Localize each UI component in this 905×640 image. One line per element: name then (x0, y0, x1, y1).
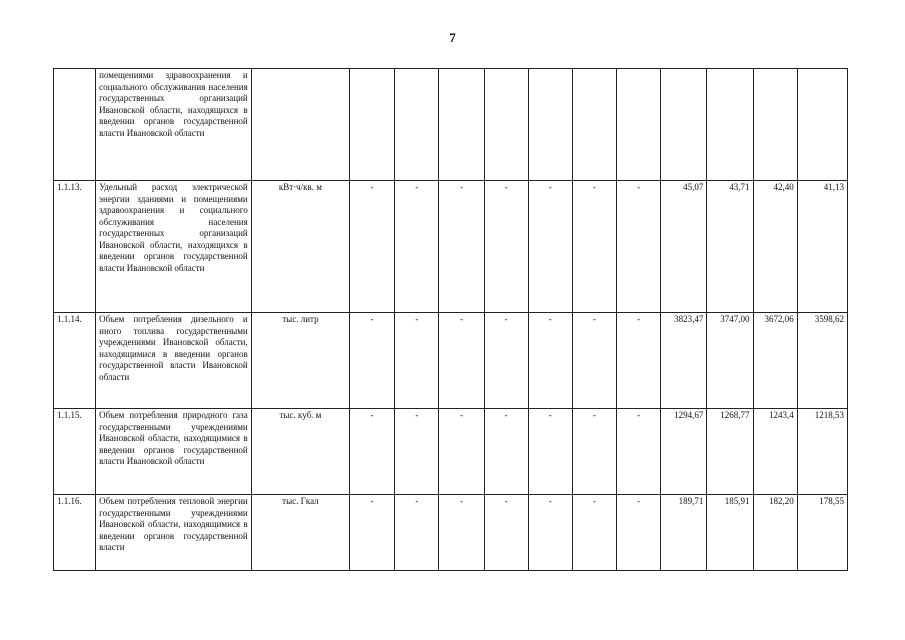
table-row (54, 313, 848, 409)
period-value-cell: - (395, 181, 439, 313)
target-value-cell (753, 69, 797, 181)
indicators-table (53, 68, 848, 571)
period-value-cell: - (350, 181, 395, 313)
period-value-cell (350, 69, 395, 181)
unit-cell: тыс. куб. м (251, 409, 349, 495)
indicator-name-cell: помещениями здравоохранения и социального обслуживания населения государственных организаций Ивановской области, находящихся в введении органов государственной власти Ивановской области (96, 69, 252, 181)
period-value-cell (617, 69, 661, 181)
period-value-cell (528, 69, 572, 181)
target-value-cell: 43,71 (707, 181, 753, 313)
period-value-cell (439, 69, 484, 181)
period-value-cell: - (439, 409, 484, 495)
period-value-cell: - (439, 313, 484, 409)
target-value-cell (661, 69, 707, 181)
period-value-cell: - (617, 313, 661, 409)
table-row (54, 181, 848, 313)
target-value-cell: 178,55 (797, 495, 847, 571)
indicator-name-cell: Объем потребления тепловой энергии государственными учреждениями Ивановской области, находящимися в введении органов государственной власти (96, 495, 252, 571)
period-value-cell (484, 69, 528, 181)
period-value-cell: - (350, 409, 395, 495)
indicator-name-cell: Удельный расход электрической энергии зданиями и помещениями здравоохранения и социального обслуживания населения государственных организаций Ивановской области, находящихся в введении органов государственной власти Ивановской области (96, 181, 252, 313)
period-value-cell: - (484, 181, 528, 313)
target-value-cell: 1218,53 (797, 409, 847, 495)
period-value-cell: - (528, 409, 572, 495)
table-row (54, 69, 848, 181)
target-value-cell: 1294,67 (661, 409, 707, 495)
page-number: 7 (449, 30, 456, 45)
period-value-cell: - (617, 495, 661, 571)
row-number-cell: 1.1.15. (54, 409, 96, 495)
period-value-cell: - (528, 313, 572, 409)
unit-cell: тыс. литр (251, 313, 349, 409)
period-value-cell (395, 69, 439, 181)
unit-cell: тыс. Гкал (251, 495, 349, 571)
target-value-cell: 182,20 (753, 495, 797, 571)
period-value-cell: - (572, 495, 616, 571)
period-value-cell: - (350, 495, 395, 571)
target-value-cell: 3598,62 (797, 313, 847, 409)
period-value-cell: - (572, 181, 616, 313)
period-value-cell: - (572, 409, 616, 495)
unit-cell: кВт·ч/кв. м (251, 181, 349, 313)
period-value-cell: - (528, 181, 572, 313)
target-value-cell (707, 69, 753, 181)
indicator-name-cell: Объем потребления дизельного и иного топлива государственными учреждениями Ивановской области, находящимися в введении органов государственной власти Ивановской области (96, 313, 252, 409)
period-value-cell: - (484, 313, 528, 409)
target-value-cell: 41,13 (797, 181, 847, 313)
period-value-cell: - (395, 313, 439, 409)
period-value-cell: - (528, 495, 572, 571)
period-value-cell: - (484, 495, 528, 571)
row-number-cell: 1.1.13. (54, 181, 96, 313)
target-value-cell: 185,91 (707, 495, 753, 571)
period-value-cell: - (395, 409, 439, 495)
table-row (54, 495, 848, 571)
period-value-cell: - (617, 181, 661, 313)
table-body (54, 69, 848, 571)
target-value-cell: 1243,4 (753, 409, 797, 495)
target-value-cell: 3747,00 (707, 313, 753, 409)
period-value-cell: - (484, 409, 528, 495)
target-value-cell: 1268,77 (707, 409, 753, 495)
target-value-cell: 3823,47 (661, 313, 707, 409)
target-value-cell: 45,07 (661, 181, 707, 313)
period-value-cell: - (439, 181, 484, 313)
unit-cell (251, 69, 349, 181)
period-value-cell: - (439, 495, 484, 571)
target-value-cell: 189,71 (661, 495, 707, 571)
target-value-cell (797, 69, 847, 181)
period-value-cell (572, 69, 616, 181)
period-value-cell: - (572, 313, 616, 409)
period-value-cell: - (617, 409, 661, 495)
period-value-cell: - (350, 313, 395, 409)
period-value-cell: - (395, 495, 439, 571)
indicator-name-cell: Объем потребления природного газа государственными учреждениями Ивановской области, находящимися в введении органов государственной власти Ивановской области (96, 409, 252, 495)
target-value-cell: 3672,06 (753, 313, 797, 409)
table-row (54, 409, 848, 495)
row-number-cell: 1.1.16. (54, 495, 96, 571)
row-number-cell (54, 69, 96, 181)
row-number-cell: 1.1.14. (54, 313, 96, 409)
target-value-cell: 42,40 (753, 181, 797, 313)
